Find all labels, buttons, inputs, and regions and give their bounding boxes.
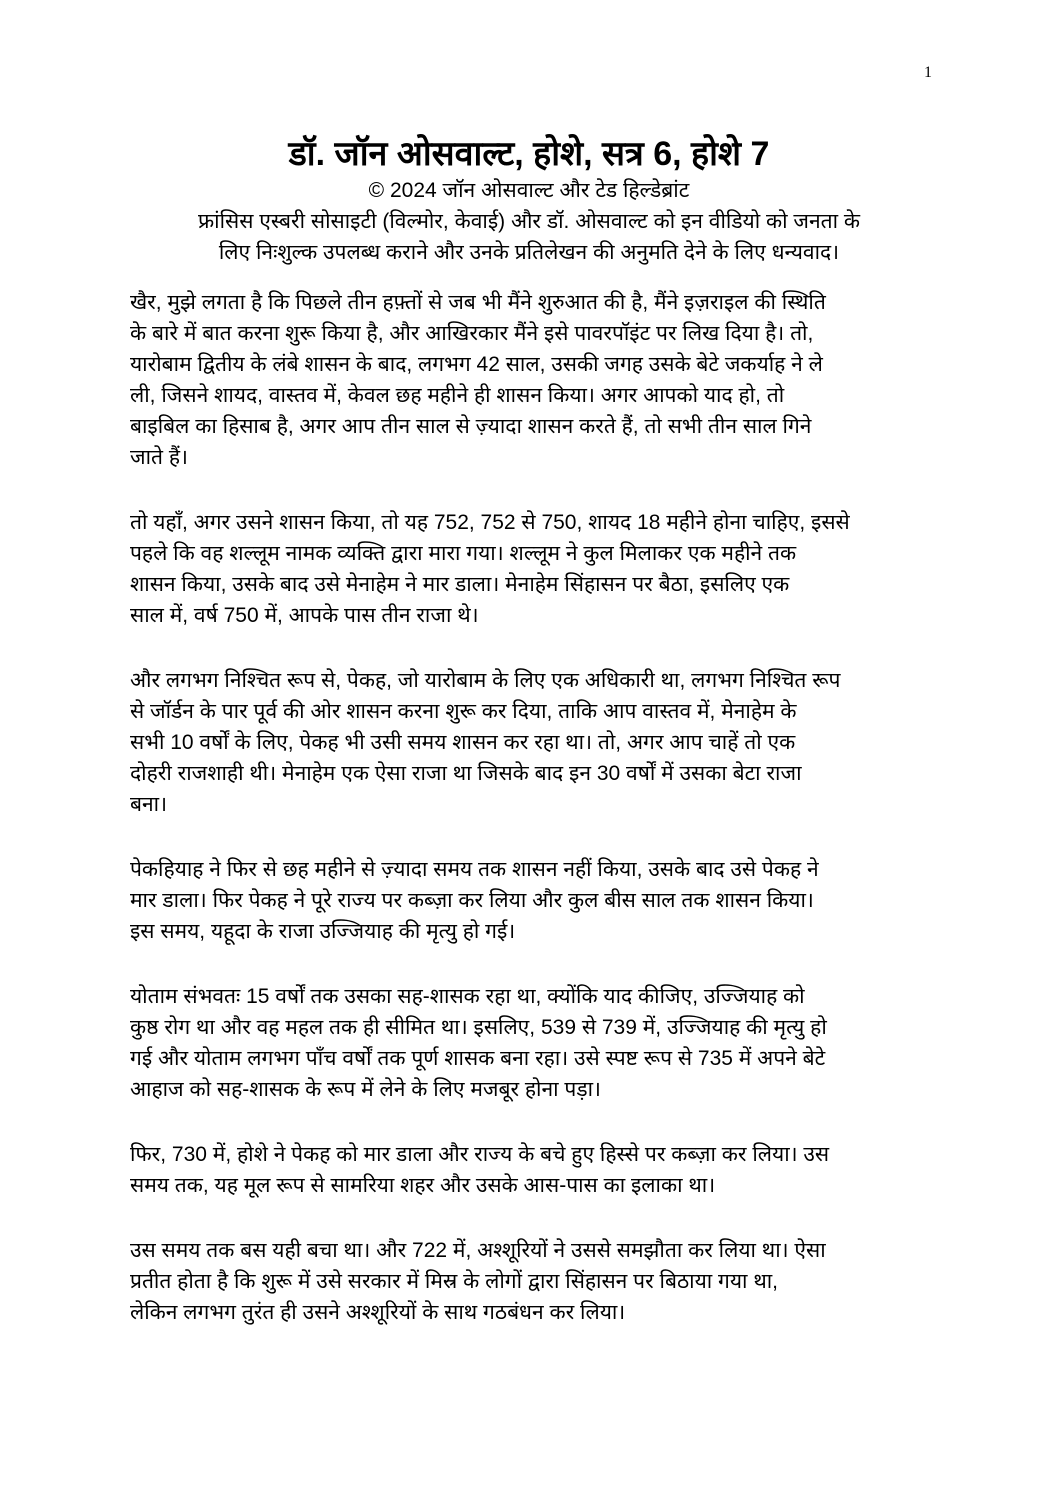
text-line: इस समय, यहूदा के राजा उज्जियाह की मृत्यु हो गई। [130,920,516,943]
text-line: बना। [130,793,168,816]
thanks-line: फ्रांसिस एस्बरी सोसाइटी (विल्मोर, केवाई) और डॉ. ओसवाल्ट को इन वीडियो को जनता के [197,210,861,233]
document-header [0,130,1058,268]
copyright-line: © 2024 जॉन ओसवाल्ट और टेड हिल्डेब्रांट [368,179,690,202]
text-line: मार डाला। फिर पेकह ने पूरे राज्य पर कब्ज़ा कर लिया और कुल बीस साल तक शासन किया। [130,889,814,912]
text-line: प्रतीत होता है कि शुरू में उसे सरकार में मिस्र के लोगों द्वारा सिंहासन पर बिठाया गया था, [130,1270,779,1293]
text-line: साल में, वर्ष 750 में, आपके पास तीन राजा थे। [130,604,479,627]
paragraph [130,287,940,473]
text-line: के बारे में बात करना शुरू किया है, और आखिरकार मैंने इसे पावरपॉइंट पर लिख दिया है। तो, [130,322,814,345]
text-line: ली, जिसने शायद, वास्तव में, केवल छह महीने ही शासन किया। अगर आपको याद हो, तो [130,384,785,407]
paragraph [130,854,940,947]
paragraph [130,665,940,820]
text-line: कुष्ठ रोग था और वह महल तक ही सीमित था। इसलिए, 539 से 739 में, उज्जियाह की मृत्यु हो [130,1016,827,1039]
paragraph [130,1235,940,1328]
text-line: लेकिन लगभग तुरंत ही उसने अश्शूरियों के साथ गठबंधन कर लिया। [130,1301,626,1324]
text-line: से जॉर्डन के पार पूर्व की ओर शासन करना शुरू कर दिया, ताकि आप वास्तव में, मेनाहेम के [130,700,797,723]
text-line: समय तक, यह मूल रूप से सामरिया शहर और उसके आस-पास का इलाका था। [130,1174,716,1197]
text-line: फिर, 730 में, होशे ने पेकह को मार डाला और राज्य के बचे हुए हिस्से पर कब्ज़ा कर लिया। उस [130,1143,830,1166]
text-line: तो यहाँ, अगर उसने शासन किया, तो यह 752, 752 से 750, शायद 18 महीने होना चाहिए, इससे [130,511,850,534]
paragraph [130,507,940,631]
text-line: आहाज को सह-शासक के रूप में लेने के लिए मजबूर होना पड़ा। [130,1078,601,1101]
text-line: बाइबिल का हिसाब है, अगर आप तीन साल से ज़्यादा शासन करते हैं, तो सभी तीन साल गिने [130,415,812,438]
document-body [130,287,940,1362]
text-line: दोहरी राजशाही थी। मेनाहेम एक ऐसा राजा था जिसके बाद इन 30 वर्षों में उसका बेटा राजा [130,762,802,785]
text-line: खैर, मुझे लगता है कि पिछले तीन हफ़्तों से जब भी मैंने शुरुआत की है, मैंने इज़राइल की स्थिति [130,291,826,314]
paragraph [130,981,940,1105]
text-line: गई और योताम लगभग पाँच वर्षों तक पूर्ण शासक बना रहा। उसे स्पष्ट रूप से 735 में अपने बेटे [130,1047,826,1070]
text-line: पेकहियाह ने फिर से छह महीने से ज़्यादा समय तक शासन नहीं किया, उसके बाद उसे पेकह ने [130,858,819,881]
text-line: जाते हैं। [130,446,188,469]
text-line: उस समय तक बस यही बचा था। और 722 में, अश्शूरियों ने उससे समझौता कर लिया था। ऐसा [130,1239,826,1262]
text-line: शासन किया, उसके बाद उसे मेनाहेम ने मार डाला। मेनाहेम सिंहासन पर बैठा, इसलिए एक [130,573,790,596]
text-line: पहले कि वह शल्लूम नामक व्यक्ति द्वारा मारा गया। शल्लूम ने कुल मिलाकर एक महीने तक [130,542,797,565]
paragraph [130,1139,940,1201]
text-line: और लगभग निश्चित रूप से, पेकह, जो यारोबाम के लिए एक अधिकारी था, लगभग निश्चित रूप [130,669,841,692]
thanks-line: लिए निःशुल्क उपलब्ध कराने और उनके प्रतिलेखन की अनुमति देने के लिए धन्यवाद। [218,241,840,264]
page-number: 1 [924,64,932,81]
text-line: यारोबाम द्वितीय के लंबे शासन के बाद, लगभग 42 साल, उसकी जगह उसके बेटे जकर्याह ने ले [130,353,823,376]
document-title: डॉ. जॉन ओसवाल्ट, होशे, सत्र 6, होशे 7 [288,135,770,173]
text-line: योताम संभवतः 15 वर्षों तक उसका सह-शासक रहा था, क्योंकि याद कीजिए, उज्जियाह को [130,985,805,1008]
text-line: सभी 10 वर्षों के लिए, पेकह भी उसी समय शासन कर रहा था। तो, अगर आप चाहें तो एक [130,731,796,754]
